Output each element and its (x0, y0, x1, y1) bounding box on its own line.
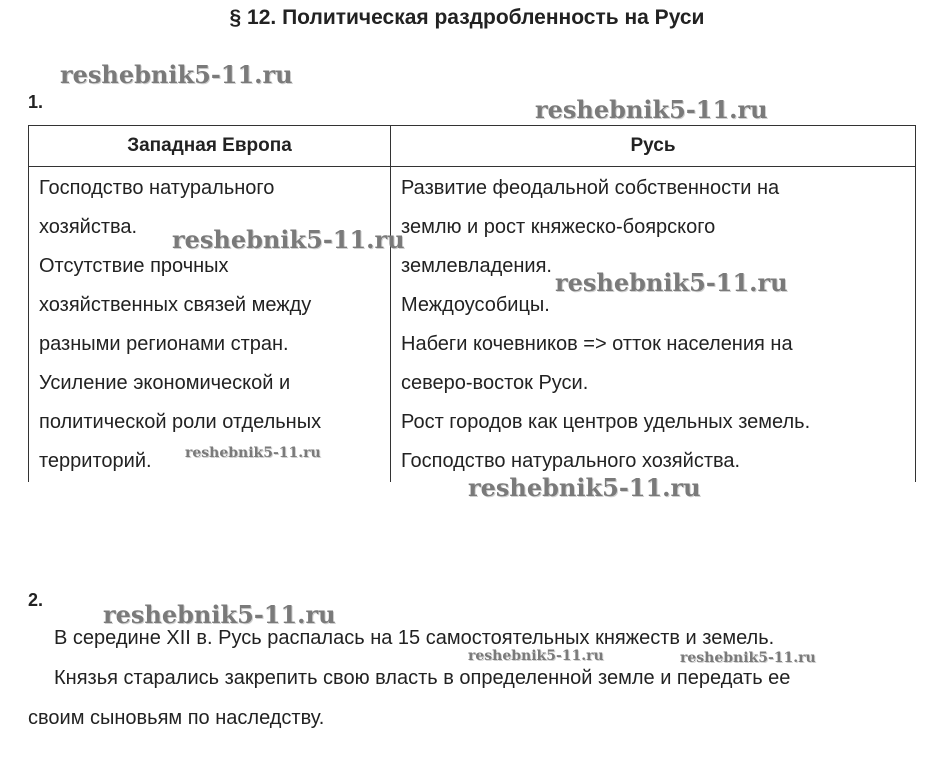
cell-line: Междоусобицы. (401, 294, 550, 316)
table-header-row (29, 126, 916, 167)
cell-line: Отсутствие прочных (39, 255, 229, 277)
watermark: reshebnik5-11.ru (680, 650, 816, 666)
watermark: reshebnik5-11.ru (185, 445, 321, 461)
cell-line: Рост городов как центров удельных земель. (401, 411, 811, 433)
watermark: reshebnik5-11.ru (535, 95, 768, 124)
watermark: reshebnik5-11.ru (172, 225, 405, 254)
section-2-text (28, 618, 918, 738)
header-rus: Русь (391, 126, 916, 167)
cell-line: землевладения. (401, 255, 552, 277)
western-europe-cell (29, 167, 391, 483)
cell-line: политической роли отдельных (39, 411, 322, 433)
watermark: reshebnik5-11.ru (60, 60, 293, 89)
header-western-europe: Западная Европа (29, 126, 391, 167)
cell-line: Набеги кочевников => отток населения на (401, 333, 793, 355)
cell-line: землю и рост княжеско-боярского (401, 216, 716, 238)
paragraph-line: своим сыновьям по наследству. (28, 707, 325, 729)
cell-line: хозяйственных связей между (39, 294, 312, 316)
cell-line: территорий. (39, 450, 152, 472)
comparison-table (28, 125, 916, 482)
watermark: reshebnik5-11.ru (103, 600, 336, 629)
cell-line: северо-восток Руси. (401, 372, 589, 394)
watermark: reshebnik5-11.ru (468, 473, 701, 502)
paragraph-line: Князья старались закрепить свою власть в определенной земле и передать ее (54, 667, 791, 689)
cell-line: разными регионами стран. (39, 333, 289, 355)
rus-cell (391, 167, 916, 483)
cell-line: хозяйства. (39, 216, 138, 238)
cell-line: Развитие феодальной собственности на (401, 177, 780, 199)
section-2-number: 2. (28, 590, 44, 610)
page-title: § 12. Политическая раздробленность на Руси (229, 6, 705, 29)
paragraph-line: В середине XII в. Русь распалась на 15 самостоятельных княжеств и земель. (54, 627, 775, 649)
watermark: reshebnik5-11.ru (555, 268, 788, 297)
section-1-number: 1. (28, 92, 44, 112)
cell-line: Господство натурального (39, 177, 275, 199)
cell-line: Усиление экономической и (39, 372, 291, 394)
cell-line: Господство натурального хозяйства. (401, 450, 741, 472)
watermark: reshebnik5-11.ru (468, 648, 604, 664)
table-row (29, 167, 916, 483)
